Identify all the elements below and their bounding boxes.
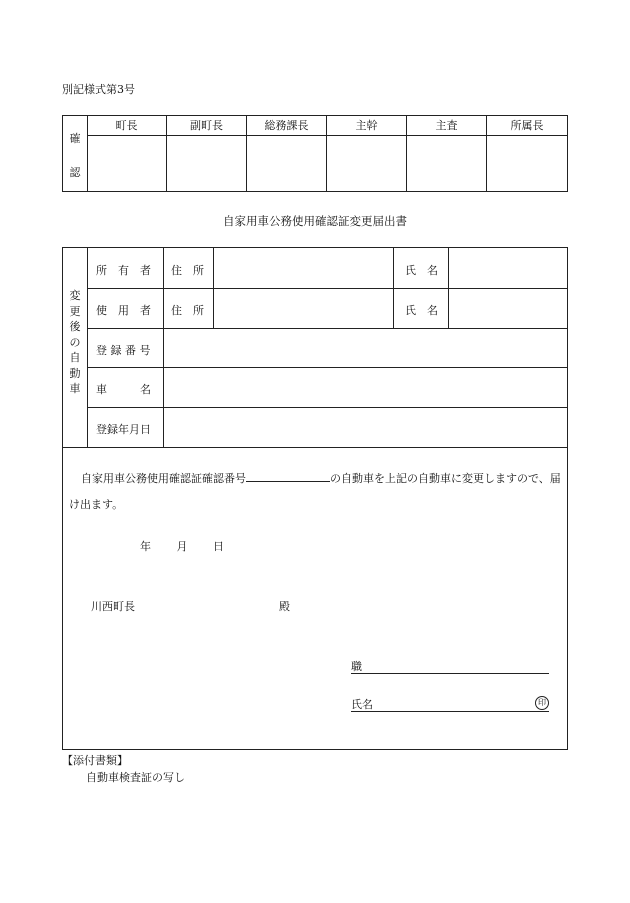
divider <box>63 447 567 448</box>
owner-name-label: 氏 名 <box>405 264 438 277</box>
approval-stamp-cell[interactable] <box>167 136 247 191</box>
owner-label: 所 有 者 <box>96 264 151 277</box>
user-name-field[interactable] <box>449 289 566 327</box>
change-form <box>62 247 568 750</box>
form-side-label: 変 更 後 の 自 動 車 <box>69 289 81 395</box>
approval-header-senior-staff: 主幹 <box>327 116 407 136</box>
user-address-label: 住 所 <box>171 304 204 317</box>
approval-stamp-cell[interactable] <box>327 136 407 191</box>
registration-date-label: 登録年月日 <box>96 423 151 436</box>
approval-header-deputy-mayor: 副町長 <box>167 116 247 136</box>
signer-name-field[interactable] <box>351 696 549 712</box>
owner-address-field[interactable] <box>214 249 392 287</box>
signer-name-label: 氏名 <box>351 698 373 711</box>
year-label: 年 <box>140 540 151 553</box>
approval-header-mayor: 町長 <box>87 116 167 136</box>
approval-stamp-cell[interactable] <box>247 136 327 191</box>
date-line <box>140 538 246 554</box>
approval-side-char: 認 <box>69 166 81 179</box>
user-label: 使 用 者 <box>96 304 151 317</box>
divider <box>87 248 88 447</box>
confirmation-number-blank[interactable] <box>246 470 330 482</box>
position-label: 職 <box>351 660 362 673</box>
approval-header-chief-clerk: 主査 <box>407 116 487 136</box>
approval-header-dept-head: 所属長 <box>487 116 567 136</box>
approval-stamp-cell[interactable] <box>487 136 567 191</box>
approval-stamp-cell[interactable] <box>407 136 487 191</box>
approval-side-char: 確 <box>69 132 81 145</box>
position-field[interactable] <box>351 658 549 674</box>
registration-date-field[interactable] <box>164 408 566 446</box>
car-name-field[interactable] <box>164 368 566 406</box>
divider <box>393 248 394 328</box>
form-number: 別記様式第3号 <box>62 83 135 96</box>
honorific: 殿 <box>279 600 290 613</box>
approval-table <box>62 115 568 192</box>
attachment-item: 自動車検査証の写し <box>86 771 185 784</box>
seal-mark: 印 <box>535 696 549 710</box>
user-address-field[interactable] <box>214 289 392 327</box>
registration-number-field[interactable] <box>164 329 566 366</box>
registration-number-label: 登 録 番 号 <box>96 344 151 357</box>
month-label: 月 <box>176 540 188 553</box>
approval-header-general-affairs-chief: 総務課長 <box>247 116 327 136</box>
approval-side-label <box>63 116 88 191</box>
approval-stamp-cell[interactable] <box>87 136 167 191</box>
car-name-label: 車 名 <box>96 383 151 396</box>
day-label: 日 <box>213 540 224 553</box>
attachments-title: 【添付書類】 <box>62 754 128 767</box>
declaration-text: 自家用車公務使用確認証確認番号 の自動車を上記の自動車に変更しますので、届け出ます。 <box>69 472 561 511</box>
addressee: 川西町長 <box>91 600 135 613</box>
owner-name-field[interactable] <box>449 249 566 287</box>
user-name-label: 氏 名 <box>405 304 438 317</box>
document-title: 自家用車公務使用確認証変更届出書 <box>223 214 407 228</box>
owner-address-label: 住 所 <box>171 264 204 277</box>
